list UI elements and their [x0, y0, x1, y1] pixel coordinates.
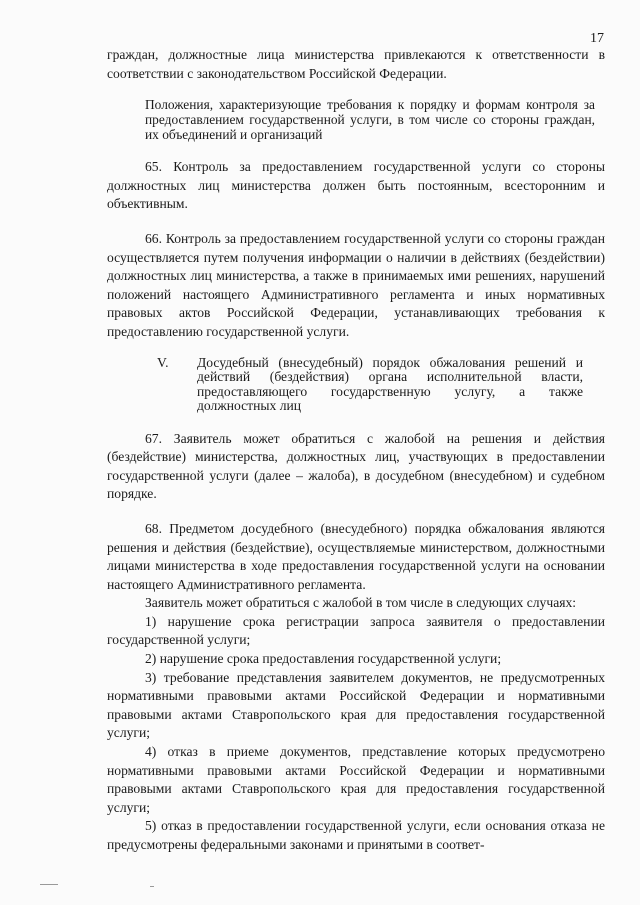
page-content [107, 46, 605, 855]
paragraph-67: 67. Заявитель может обратиться с жалобой на решения и действия (бездействие) министерства, должностных лиц, участвующих в предоставлении государственной услуги (далее – жалоба), в досудебном (внесудебном) и судебном порядке. [107, 430, 605, 502]
section-subheading: Положения, характеризующие требования к порядку и формам контроля за предоставлением государственной услуги, в том числе со стороны граждан, их объединений и организаций [145, 97, 595, 143]
case-item-1: 1) нарушение срока регистрации запроса заявителя о предоставлении государственной услуги; [107, 613, 605, 648]
continuation-paragraph: граждан, должностные лица министерства привлекаются к ответственности в соответствии с законодательством Российской Федерации. [107, 47, 605, 81]
scan-speck [150, 886, 154, 887]
page-number: 17 [590, 31, 604, 46]
section-number: V. [157, 354, 169, 370]
paragraph-68: 68. Предметом досудебного (внесудебного) порядка обжалования являются решения и действия (бездействие), осуществляемые министерством, должностными лицами министерства в ходе предоставления государственной услуги на основании настоящего Административного регламента. [107, 520, 605, 592]
section-heading-v [107, 356, 605, 414]
paragraph-68-cases-intro: Заявитель может обратиться с жалобой в том числе в следующих случаях: [145, 595, 577, 611]
paragraph-65: 65. Контроль за предоставлением государственной услуги со стороны должностных лиц министерства должен быть постоянным, всесторонним и объективным. [107, 159, 605, 212]
section-title: Досудебный (внесудебный) порядок обжалования решений и действий (бездействия) органа исполнительной власти, предоставляющего государственную услугу, а также должностных лиц [197, 354, 583, 414]
scan-speck [40, 884, 58, 885]
paragraph-66: 66. Контроль за предоставлением государственной услуги со стороны граждан осуществляется путем получения информации о наличии в действиях (бездействии) должностных лиц министерства, а также в принимаемых ими решениях, нарушений положений настоящего Административного регламента и иных нормативных правовых актов Российской Федерации, устанавливающих требования к предоставлению государственной услуги. [107, 230, 605, 339]
case-item-3: 3) требование представления заявителем документов, не предусмотренных нормативными правовыми актами Российской Федерации и нормативными правовыми актами Ставропольского края для предоставления государственной услуги; [107, 669, 605, 741]
case-item-4: 4) отказ в приеме документов, представление которых предусмотрено нормативными правовыми актами Российской Федерации и нормативными правовыми актами Ставропольского края для предоставления государственной услуги; [107, 744, 605, 815]
case-item-2: 2) нарушение срока предоставления государственной услуги; [145, 651, 502, 667]
case-item-5: 5) отказ в предоставлении государственной услуги, если основания отказа не предусмотрены федеральными законами и принятыми в соответ- [107, 818, 605, 852]
